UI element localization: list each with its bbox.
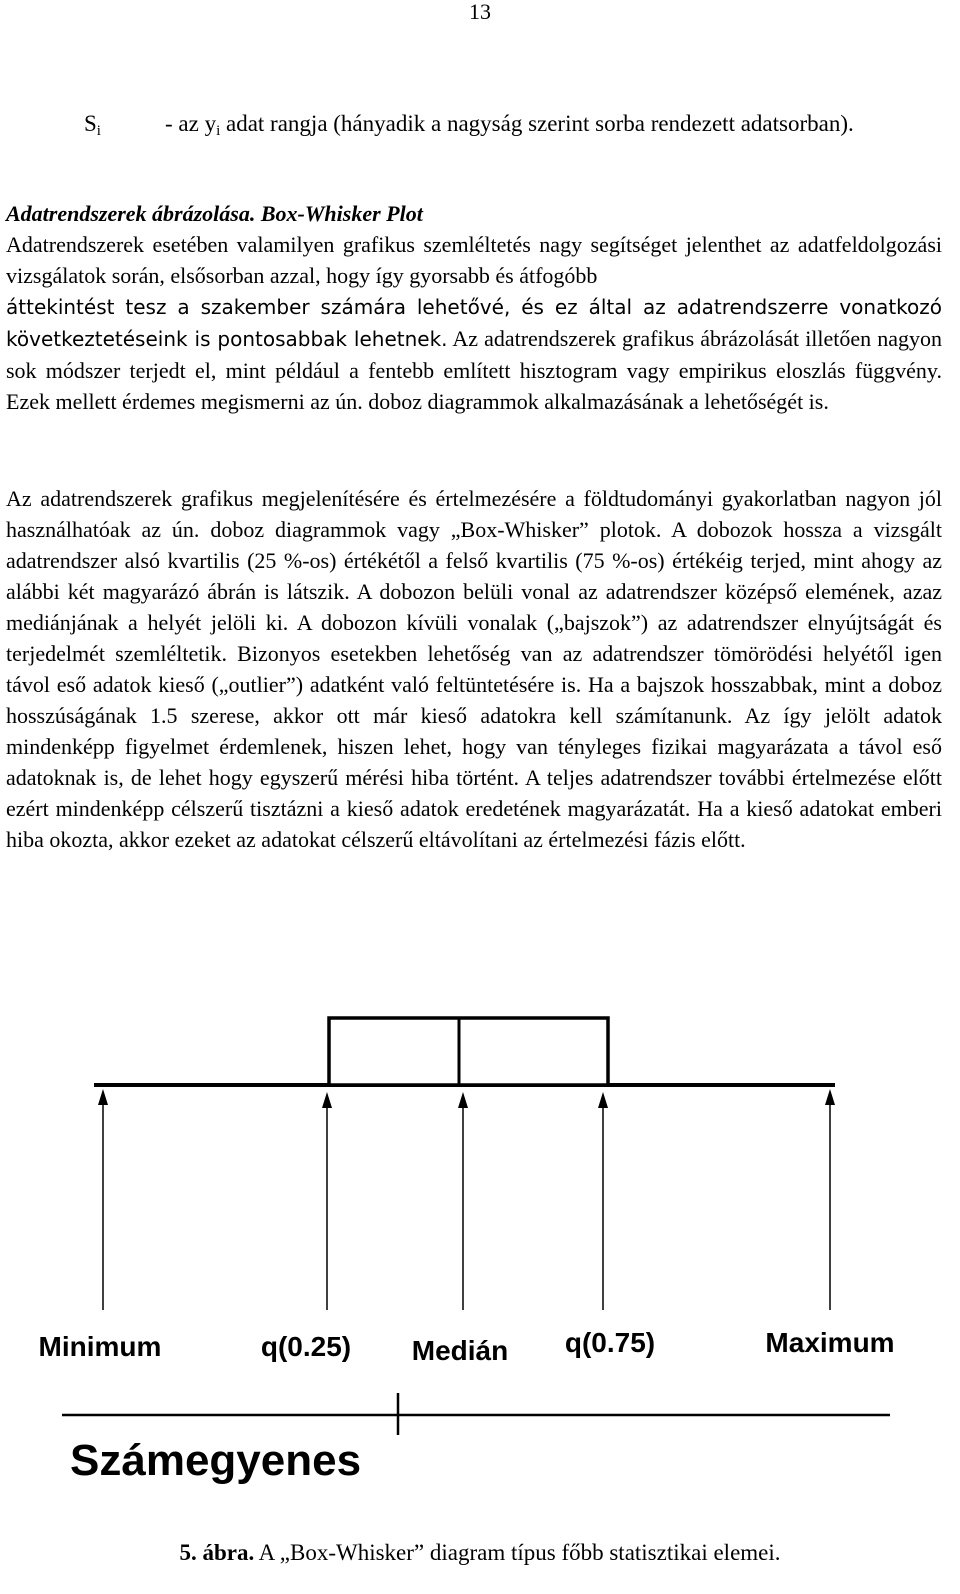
arrow-maximum bbox=[825, 1089, 835, 1310]
section-heading: Adatrendszerek ábrázolása. Box-Whisker Plot bbox=[6, 201, 423, 226]
section-box-whisker-description bbox=[6, 483, 942, 855]
figure-caption: 5. ábra. A „Box-Whisker” diagram típus főbb statisztikai elemei. bbox=[179, 1540, 781, 1565]
definition-text: - az $y_i$ adat rangja (hányadik a nagyság szerint sorba rendezett adatsorban). bbox=[165, 111, 854, 139]
section-intro-text: Adatrendszerek esetében valamilyen grafikus szemléltetés nagy segítséget jelenthet az adatfeldolgozási vizsgálatok során, elsősorban azzal, hogy így gyorsabb és átfogóbb bbox=[6, 232, 942, 288]
arrow-minimum bbox=[98, 1089, 108, 1310]
section-box-whisker-intro bbox=[6, 198, 942, 417]
label-maximum: Maximum bbox=[765, 1327, 895, 1358]
arrow-q75 bbox=[598, 1092, 608, 1310]
box-plot-figure bbox=[0, 1000, 960, 1510]
label-q75: q(0.75) bbox=[564, 1327, 656, 1358]
label-minimum: Minimum bbox=[38, 1331, 162, 1362]
axis-label: Számegyenes bbox=[70, 1436, 362, 1485]
box-plot-diagram bbox=[0, 1000, 960, 1510]
section-description-text: Az adatrendszerek grafikus megjelenítésére és értelmezésére a földtudományi gyakorlatban nagyon jól használhatóak az ún. doboz diagrammok vagy „Box-Whisker” plotok. A dobozok hossza a vizsgált adatrendszer alsó kvartilis (25 %-os) értékétől a felső kvartilis (75 %-os) értékéig terjed, mint ahogy az alábbi két magyarázó ábrán is látszik. A dobozon belüli vonal az adatrendszer középső elemének, azaz mediánjának a helyét jelöli ki. A dobozon kívüli vonalak („bajszok”) az adatrendszer elnyújtságát és terjedelmét szemléltetik. Bizonyos esetekben lehetőség van az adatrendszer tömörödési helyétől igen távol eső adatok kieső („outlier”) adatként való feltüntetésére is. Ha a bajszok hosszabbak, mint a doboz hosszúságának 1.5 szerese, akkor ott már kieső adatokra kell számítanunk. Az így jelölt adatok mindenképp figyelmet érdemlenek, hiszen lehet, hogy van tényleges fizikai magyarázata a távol eső adatoknak is, de lehet hogy egyszerű mérési hiba történt. A teljes adatrendszer további értelmezése előtt ezért mindenképp célszerű tisztázni a kieső adatok eredetének magyarázatát. Ha a kieső adatokat emberi hiba okozta, akkor ezeket az adatokat célszerű eltávolítani az értelmezési fázis előtt. bbox=[6, 486, 942, 852]
arrow-median bbox=[458, 1092, 468, 1310]
definition-symbol: $S_i$ bbox=[84, 111, 101, 139]
section-body-text: áttekintést tesz a szakember számára lehetővé, és ez által az adatrendszerre vonatkozó következtetéseink is pontosabbak lehetnek. Az adatrendszerek grafikus ábrázolását illetően nagyon sok módszer terjedt el, mint például a fentebb említett hisztogram vagy empirikus eloszlás függvény. Ezek mellett érdemes megismerni az ún. doboz diagrammok alkalmazásának a lehetőségét is. bbox=[6, 295, 942, 414]
box-rectangle bbox=[329, 1018, 608, 1085]
label-q25: q(0.25) bbox=[260, 1331, 352, 1362]
page-number: 13 bbox=[469, 0, 491, 24]
label-median: Medián bbox=[411, 1335, 509, 1366]
arrow-q25 bbox=[322, 1092, 332, 1310]
